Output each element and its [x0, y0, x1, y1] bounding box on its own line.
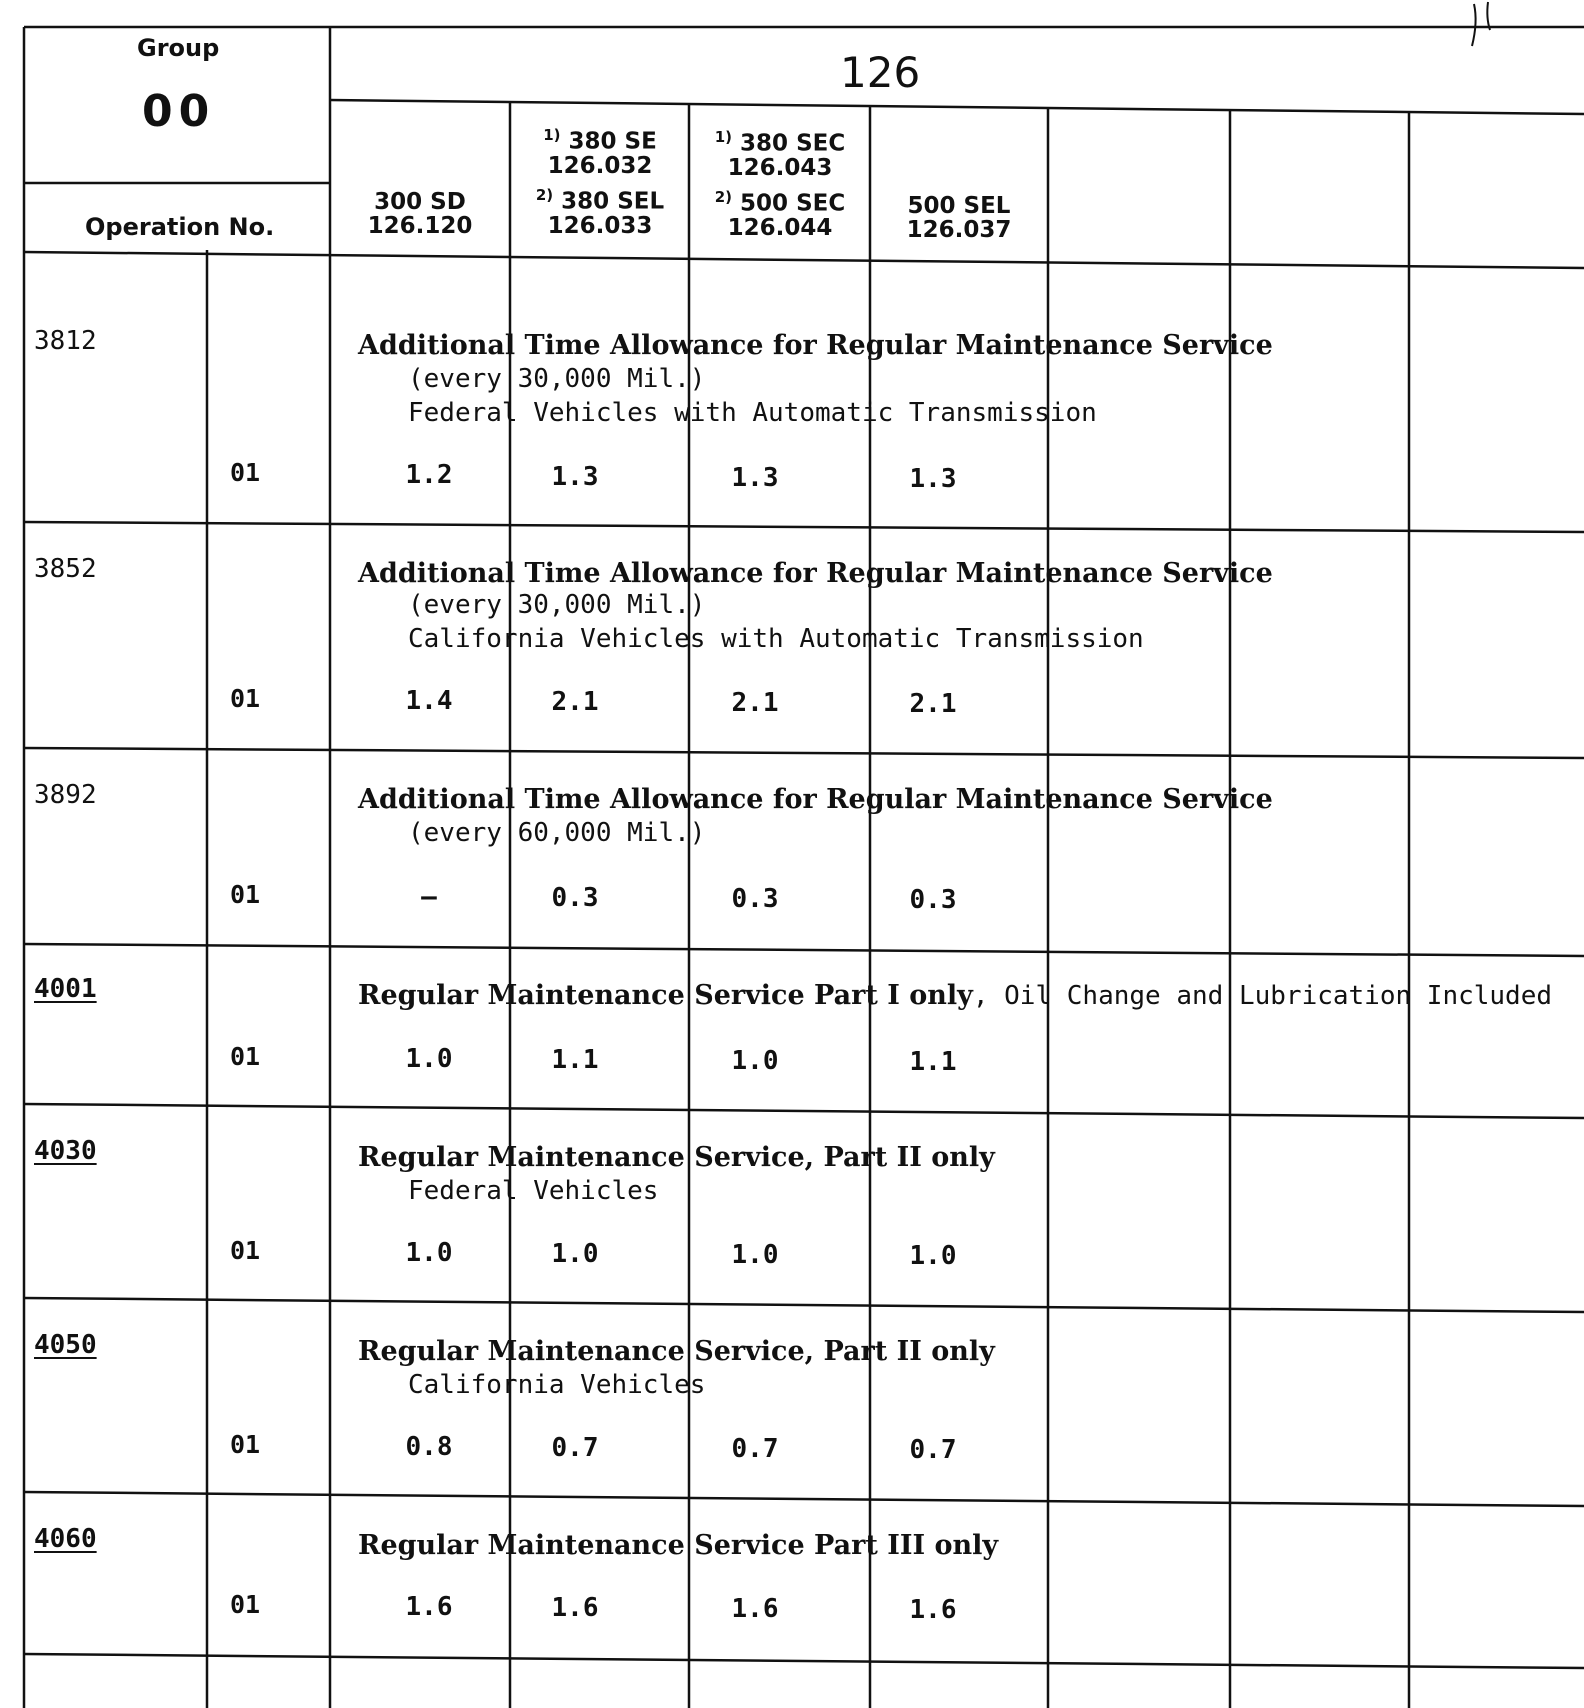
- model-code: 126.032: [547, 152, 653, 179]
- footnote-marker: 1): [714, 128, 733, 146]
- operation-no-label: Operation No.: [85, 213, 275, 241]
- value-380sec-500sec: 0.7: [731, 1434, 779, 1464]
- value-380se-sel: 0.3: [551, 883, 599, 913]
- model-name: 380 SE: [568, 128, 657, 155]
- model-name: 300 SD: [374, 189, 466, 215]
- value-500sel: 1.1: [909, 1047, 957, 1077]
- value-300sd: 1.4: [405, 686, 453, 716]
- operation-desc-line: Federal Vehicles with Automatic Transmission: [408, 398, 1097, 428]
- value-300sd: 1.2: [405, 460, 453, 490]
- model-code: 126.043: [727, 154, 833, 181]
- operation-desc-line: Federal Vehicles: [408, 1176, 659, 1206]
- value-380se-sel: 0.7: [551, 1433, 599, 1463]
- value-500sel: 2.1: [909, 689, 957, 719]
- value-380sec-500sec: 1.3: [731, 463, 779, 493]
- operation-title-rest: , Oil Change and Lubrication Included: [972, 981, 1553, 1011]
- group-label: Group: [137, 34, 220, 62]
- model-code: 126.120: [367, 213, 473, 240]
- value-380se-sel: 1.6: [551, 1593, 599, 1623]
- operation-title: Additional Time Allowance for Regular Maintenance Service: [358, 784, 1273, 815]
- operation-number: 3852: [34, 554, 97, 584]
- operation-title-line: [358, 982, 1552, 1009]
- group-value: 00: [142, 86, 216, 137]
- value-300sd: 0.8: [405, 1432, 453, 1462]
- model-col-300sd: [340, 190, 500, 238]
- operation-desc-line: California Vehicles: [408, 1370, 706, 1400]
- operation-title: Additional Time Allowance for Regular Maintenance Service: [358, 558, 1273, 589]
- sub-operation-number: 01: [230, 684, 261, 713]
- operation-desc-line: (every 30,000 Mil.): [408, 590, 706, 620]
- value-380sec-500sec: 0.3: [731, 884, 779, 914]
- footnote-marker: 1): [543, 126, 561, 144]
- model-col-500sel: [876, 194, 1042, 242]
- operation-desc-line: (every 60,000 Mil.): [408, 818, 706, 848]
- value-380sec-500sec: 1.0: [731, 1046, 779, 1076]
- operation-number: 3812: [34, 326, 97, 356]
- operation-title: Regular Maintenance Service Part III only: [358, 1530, 999, 1561]
- value-380se-sel: 1.0: [551, 1239, 599, 1269]
- sub-operation-number: 01: [230, 1042, 261, 1071]
- sub-operation-number: 01: [230, 1236, 261, 1265]
- value-380se-sel: 2.1: [551, 687, 599, 717]
- model-series: 126: [840, 48, 921, 97]
- value-500sel: 0.3: [909, 885, 957, 915]
- sub-operation-number: 01: [230, 1430, 261, 1459]
- operation-number: 4001: [34, 974, 97, 1004]
- model-code: 126.044: [727, 214, 833, 241]
- pen-mark-icon: [1460, 0, 1520, 50]
- value-380sec-500sec: 1.6: [731, 1594, 779, 1624]
- model-code: 126.037: [906, 217, 1012, 244]
- operation-title: Regular Maintenance Service Part I only: [358, 980, 973, 1011]
- operation-title: Regular Maintenance Service, Part II only: [358, 1142, 995, 1173]
- footnote-marker: 2): [535, 185, 554, 204]
- model-name: 500 SEL: [907, 193, 1011, 219]
- operation-desc-line: California Vehicles with Automatic Transmission: [408, 624, 1144, 654]
- sub-operation-number: 01: [230, 458, 261, 487]
- value-380sec-500sec: 1.0: [731, 1240, 779, 1270]
- operation-number: 4060: [34, 1524, 97, 1554]
- footnote-marker: 2): [714, 187, 733, 206]
- value-380se-sel: 1.1: [551, 1045, 599, 1075]
- operation-title: Regular Maintenance Service, Part II only: [358, 1336, 995, 1367]
- operation-number: 4030: [34, 1136, 97, 1166]
- sub-operation-number: 01: [230, 880, 261, 909]
- value-500sel: 1.3: [909, 464, 957, 494]
- operation-title: Additional Time Allowance for Regular Maintenance Service: [358, 330, 1273, 361]
- model-code: 126.033: [547, 212, 653, 239]
- value-380se-sel: 1.3: [551, 462, 599, 492]
- model-col-380sec-500sec: [694, 130, 866, 240]
- operation-number: 4050: [34, 1330, 97, 1360]
- value-300sd: 1.6: [405, 1592, 453, 1622]
- value-380sec-500sec: 2.1: [731, 688, 779, 718]
- value-500sel: 0.7: [909, 1435, 957, 1465]
- value-300sd: 1.0: [405, 1044, 453, 1074]
- value-500sel: 1.0: [909, 1241, 957, 1271]
- model-name: 380 SEC: [740, 130, 846, 157]
- model-name: 500 SEC: [740, 190, 846, 217]
- value-300sd: 1.0: [405, 1238, 453, 1268]
- operation-number: 3892: [34, 780, 97, 810]
- model-name: 380 SEL: [561, 188, 665, 215]
- model-col-380se-380sel: [514, 128, 686, 238]
- value-300sd: —: [421, 882, 437, 912]
- operation-desc-line: (every 30,000 Mil.): [408, 364, 706, 394]
- sub-operation-number: 01: [230, 1590, 261, 1619]
- value-500sel: 1.6: [909, 1595, 957, 1625]
